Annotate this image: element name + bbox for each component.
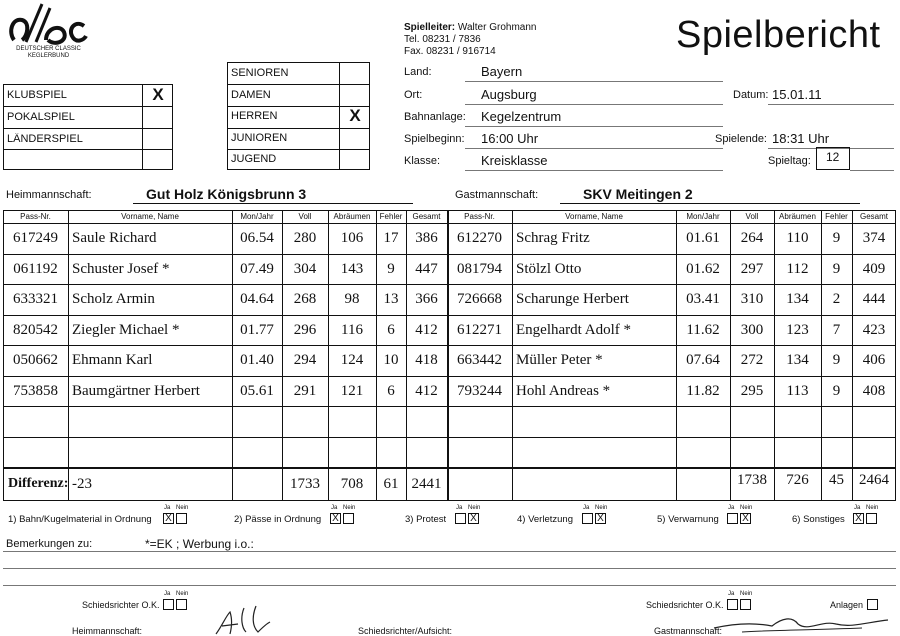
home-player-gesamt: 412 <box>415 321 438 338</box>
guest-total-abr: 726 <box>786 471 809 488</box>
schiri-guest-nein-label: Nein <box>740 591 753 597</box>
guest-player-gesamt: 423 <box>862 321 886 338</box>
spielart-label: POKALSPIEL <box>7 111 75 123</box>
ort-value: Augsburg <box>481 87 537 102</box>
gast-label: Gastmannschaft: <box>455 189 539 201</box>
spieltag-label: Spieltag: <box>768 155 811 167</box>
anlagen-checkbox[interactable] <box>867 599 878 610</box>
logo-graphic <box>6 2 91 46</box>
schiri-home-nein-label: Nein <box>176 591 189 597</box>
guest-player-date: 01.61 <box>686 230 720 246</box>
home-player-fehler: 6 <box>387 321 395 338</box>
home-player-name: Saule Richard <box>72 230 157 246</box>
home-col-header: Voll <box>298 212 312 221</box>
home-player-gesamt: 447 <box>415 260 438 277</box>
heim-label: Heimmannschaft: <box>6 189 92 201</box>
diff-value: -23 <box>72 475 92 492</box>
guest-col-header: Vorname, Name <box>565 212 623 221</box>
guest-player-pass: 663442 <box>457 352 502 368</box>
home-player-pass: 061192 <box>13 260 58 277</box>
check-ja-label: Ja <box>854 505 861 511</box>
spielleiter-name: Walter Grohmann <box>457 22 537 33</box>
check-ja-checkbox[interactable] <box>727 513 738 524</box>
home-player-voll: 291 <box>293 382 317 399</box>
bemerkungen-text: *=EK ; Werbung i.o.: <box>145 537 254 551</box>
home-player-abr: 143 <box>340 260 364 277</box>
check-label: 5) Verwarnung <box>657 514 719 525</box>
logo <box>6 2 91 62</box>
kategorie-mark[interactable]: X <box>349 106 361 126</box>
check-ja-label: Ja <box>456 505 463 511</box>
home-player-abr: 124 <box>340 352 364 368</box>
spielende-value: 18:31 Uhr <box>772 131 830 146</box>
footer-heim-label: Heimmannschaft: <box>72 626 143 636</box>
home-player-pass: 820542 <box>13 321 58 338</box>
guest-col-header: Pass-Nr. <box>464 212 495 221</box>
land-value: Bayern <box>481 64 523 79</box>
check-nein-checkbox[interactable]: X <box>740 513 751 524</box>
guest-player-pass: 612271 <box>457 321 502 338</box>
guest-player-pass: 612270 <box>457 230 502 246</box>
guest-col-header: Fehler <box>825 212 848 221</box>
spielleiter-fax: Fax. 08231 / 916714 <box>404 46 496 57</box>
check-nein-label: Nein <box>740 505 753 511</box>
datum-value: 15.01.11 <box>772 87 822 102</box>
guest-total-fehler: 45 <box>829 471 844 488</box>
home-col-header: Mon/Jahr <box>240 212 274 221</box>
guest-player-gesamt: 409 <box>862 260 886 277</box>
guest-player-name: Engelhardt Adolf * <box>516 321 631 338</box>
guest-player-voll: 300 <box>740 321 764 338</box>
guest-player-abr: 123 <box>786 321 809 338</box>
home-total-fehler: 61 <box>383 475 399 492</box>
check-label: 2) Pässe in Ordnung <box>234 514 322 525</box>
guest-player-date: 03.41 <box>686 291 720 307</box>
spielende-label: Spielende: <box>715 133 767 145</box>
schiri-home-nein-checkbox[interactable] <box>176 599 187 610</box>
check-nein-label: Nein <box>468 505 481 511</box>
logo-text-1: DEUTSCHER CLASSIC <box>16 46 81 52</box>
home-player-pass: 050662 <box>13 352 58 368</box>
home-player-gesamt: 386 <box>415 230 438 246</box>
check-ja-label: Ja <box>331 505 338 511</box>
heim-signature <box>212 604 282 636</box>
schiri-ok-label-home: Schiedsrichter O.K. <box>82 600 160 610</box>
guest-player-name: Hohl Andreas * <box>516 382 611 399</box>
guest-player-fehler: 9 <box>832 352 841 368</box>
spielbeginn-value: 16:00 Uhr <box>481 131 539 146</box>
home-player-date: 04.64 <box>240 291 274 307</box>
guest-player-abr: 134 <box>786 291 809 307</box>
bahnanlage-value: Kegelzentrum <box>481 109 562 124</box>
schiri-ok-label-guest: Schiedsrichter O.K. <box>646 600 724 610</box>
home-player-abr: 121 <box>340 382 364 399</box>
home-player-gesamt: 412 <box>415 382 438 399</box>
home-player-date: 01.40 <box>240 352 274 368</box>
check-label: 3) Protest <box>405 514 447 525</box>
home-col-header: Vorname, Name <box>121 212 179 221</box>
check-ja-label: Ja <box>728 505 735 511</box>
klasse-label: Klasse: <box>404 155 441 167</box>
footer-gast-label: Gastmannschaft: <box>654 626 723 636</box>
schiri-guest-ja-checkbox[interactable] <box>727 599 738 610</box>
check-ja-checkbox[interactable]: X <box>163 513 174 524</box>
home-player-pass: 617249 <box>13 230 58 246</box>
check-nein-label: Nein <box>866 505 879 511</box>
home-player-date: 05.61 <box>240 382 274 399</box>
guest-player-voll: 310 <box>740 291 764 307</box>
guest-player-gesamt: 444 <box>862 291 886 307</box>
check-ja-checkbox[interactable]: X <box>330 513 341 524</box>
guest-player-name: Stölzl Otto <box>516 260 582 277</box>
schiri-guest-nein-checkbox[interactable] <box>740 599 751 610</box>
check-nein-checkbox[interactable] <box>866 513 877 524</box>
guest-player-fehler: 7 <box>832 321 841 338</box>
home-player-date: 01.77 <box>240 321 274 338</box>
guest-player-pass: 726668 <box>457 291 502 307</box>
home-col-header: Fehler <box>379 212 403 221</box>
home-player-voll: 268 <box>293 291 317 307</box>
guest-player-pass: 793244 <box>457 382 502 399</box>
spielleiter-label: Spielleiter: <box>404 22 456 33</box>
home-player-fehler: 17 <box>383 230 399 246</box>
spielart-label: KLUBSPIEL <box>7 89 67 101</box>
kategorie-label: DAMEN <box>231 88 271 101</box>
home-player-name: Baumgärtner Herbert <box>72 382 200 399</box>
check-nein-label: Nein <box>343 505 356 511</box>
guest-player-fehler: 9 <box>832 382 841 399</box>
check-ja-checkbox[interactable] <box>455 513 466 524</box>
check-nein-checkbox[interactable] <box>176 513 187 524</box>
guest-player-pass: 081794 <box>457 260 502 277</box>
klasse-value: Kreisklasse <box>481 153 548 168</box>
home-player-voll: 296 <box>293 321 317 338</box>
kategorie-label: JUGEND <box>231 153 277 166</box>
guest-player-voll: 295 <box>740 382 764 399</box>
guest-col-header: Gesamt <box>859 212 888 221</box>
guest-player-gesamt: 406 <box>862 352 886 368</box>
check-ja-label: Ja <box>164 505 171 511</box>
guest-col-header: Mon/Jahr <box>686 212 720 221</box>
home-player-gesamt: 366 <box>415 291 438 307</box>
gast-signature <box>712 612 892 636</box>
check-nein-label: Nein <box>176 505 189 511</box>
schiri-home-ja-checkbox[interactable] <box>163 599 174 610</box>
home-total-gesamt: 2441 <box>411 475 442 492</box>
home-player-fehler: 10 <box>383 352 399 368</box>
home-player-date: 07.49 <box>240 260 274 277</box>
check-ja-checkbox[interactable] <box>582 513 593 524</box>
guest-player-date: 01.62 <box>686 260 720 277</box>
guest-player-fehler: 9 <box>832 230 841 246</box>
logo-text-2: KEGLERBUND <box>27 53 70 59</box>
home-player-pass: 633321 <box>13 291 58 307</box>
guest-player-gesamt: 408 <box>862 382 886 399</box>
guest-player-name: Müller Peter * <box>516 352 603 368</box>
guest-col-header: Abräumen <box>779 212 816 221</box>
check-nein-checkbox[interactable] <box>343 513 354 524</box>
schiri-guest-ja-label: Ja <box>728 591 735 597</box>
footer-schiri-label: Schiedsrichter/Aufsicht: <box>358 626 453 636</box>
guest-player-abr: 112 <box>786 260 809 277</box>
home-player-fehler: 9 <box>387 260 395 277</box>
home-player-date: 06.54 <box>240 230 274 246</box>
home-player-abr: 116 <box>341 321 363 338</box>
guest-player-date: 11.82 <box>686 382 720 399</box>
guest-player-voll: 297 <box>740 260 764 277</box>
home-player-name: Ziegler Michael * <box>72 321 180 338</box>
home-player-name: Scholz Armin <box>72 291 155 307</box>
guest-player-fehler: 2 <box>832 291 841 307</box>
guest-player-name: Scharunge Herbert <box>516 291 629 307</box>
guest-total-voll: 1738 <box>737 471 767 488</box>
check-label: 4) Verletzung <box>517 514 573 525</box>
check-label: 1) Bahn/Kugelmaterial in Ordnung <box>8 514 152 525</box>
home-player-fehler: 13 <box>383 291 399 307</box>
guest-player-name: Schrag Fritz <box>516 230 590 246</box>
home-total-voll: 1733 <box>290 475 320 492</box>
home-player-voll: 280 <box>293 230 317 246</box>
guest-player-voll: 264 <box>740 230 764 246</box>
spielart-label: LÄNDERSPIEL <box>7 133 83 145</box>
guest-player-fehler: 9 <box>832 260 841 277</box>
home-player-gesamt: 418 <box>415 352 438 368</box>
gast-name: SKV Meitingen 2 <box>583 186 693 202</box>
datum-label: Datum: <box>733 89 769 101</box>
page-title: Spielbericht <box>676 14 881 56</box>
check-ja-label: Ja <box>583 505 590 511</box>
kategorie-label: SENIOREN <box>231 67 289 79</box>
home-player-name: Ehmann Karl <box>72 352 153 368</box>
guest-player-date: 11.62 <box>686 321 720 338</box>
home-player-voll: 294 <box>293 352 317 368</box>
land-label: Land: <box>404 66 432 78</box>
guest-player-voll: 272 <box>740 352 764 368</box>
guest-player-abr: 110 <box>786 230 809 246</box>
guest-player-abr: 113 <box>786 382 809 399</box>
bemerkungen-label: Bemerkungen zu: <box>6 538 93 550</box>
home-col-header: Abräumen <box>333 212 371 221</box>
check-ja-checkbox[interactable]: X <box>853 513 864 524</box>
guest-col-header: Voll <box>745 212 759 221</box>
kategorie-label: JUNIOREN <box>231 131 288 144</box>
spielleiter-tel: Tel. 08231 / 7836 <box>404 34 481 45</box>
home-player-pass: 753858 <box>13 382 58 399</box>
anlagen-label: Anlagen <box>830 600 864 610</box>
check-nein-checkbox[interactable]: X <box>468 513 479 524</box>
home-player-name: Schuster Josef * <box>72 260 170 277</box>
ort-label: Ort: <box>404 89 423 101</box>
kategorie-label: HERREN <box>231 110 278 123</box>
home-col-header: Pass-Nr. <box>20 212 51 221</box>
spielbeginn-label: Spielbeginn: <box>404 133 465 145</box>
spielart-mark[interactable]: X <box>152 85 164 104</box>
spielleiter-block <box>404 22 536 58</box>
guest-player-date: 07.64 <box>686 352 720 368</box>
guest-total-gesamt: 2464 <box>859 471 889 488</box>
check-nein-checkbox[interactable]: X <box>595 513 606 524</box>
home-col-header: Gesamt <box>412 212 441 221</box>
spieltag-value: 12 <box>826 150 840 164</box>
home-player-voll: 304 <box>293 260 317 277</box>
schiri-home-ja-label: Ja <box>164 591 171 597</box>
guest-player-gesamt: 374 <box>862 230 886 246</box>
home-player-abr: 98 <box>344 291 360 307</box>
heim-name: Gut Holz Königsbrunn 3 <box>146 186 307 202</box>
check-nein-label: Nein <box>595 505 608 511</box>
home-player-abr: 106 <box>340 230 364 246</box>
home-total-abr: 708 <box>340 475 364 492</box>
guest-player-abr: 134 <box>786 352 809 368</box>
bahnanlage-label: Bahnanlage: <box>404 111 466 123</box>
check-label: 6) Sonstiges <box>792 514 845 525</box>
diff-label: Differenz: <box>8 476 69 491</box>
home-player-fehler: 6 <box>387 382 395 399</box>
